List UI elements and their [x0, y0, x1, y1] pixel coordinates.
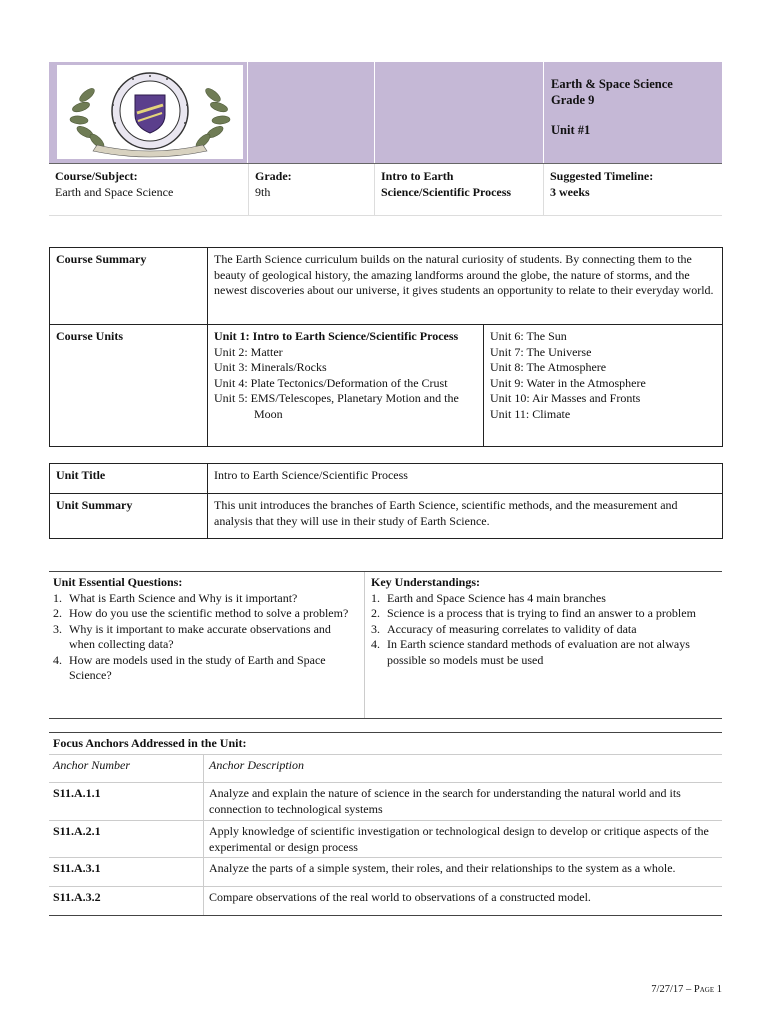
table-row [49, 858, 722, 887]
unit-list-item: Unit 10: Air Masses and Fronts [490, 391, 641, 405]
essential-questions [53, 575, 359, 684]
unit-name: Intro to Earth Science/Scientific Process [381, 169, 512, 199]
list-item: 1. Earth and Space Science has 4 main branches [371, 590, 606, 605]
course-summary-text: The Earth Science curriculum builds on the natural curiosity of students. By connecting them to the beauty of geological history, the amazing landforms around the globe, the nature of storms, and the newest discoveries about our universe, it gives students an opportunity to relate to their everyday world. [208, 248, 723, 325]
anchor-description: Compare observations of the real world to observations of a constructed model. [209, 890, 591, 904]
anchor-number: S11.A.1.1 [53, 786, 101, 800]
grade-title: Grade 9 [551, 93, 595, 107]
unit-list-item: Unit 11: Climate [490, 406, 571, 421]
anchor-description: Analyze the parts of a simple system, their roles, and their relationships to the system as a whole. [209, 861, 676, 875]
key-understandings [371, 575, 721, 668]
list-item: 2. How do you use the scientific method to solve a problem? [53, 606, 349, 620]
course-summary-label: Course Summary [50, 248, 208, 325]
table-row [49, 887, 722, 915]
unit-name-cell [375, 164, 543, 215]
footer-page-number: 1 [716, 984, 722, 995]
anchor-description: Apply knowledge of scientific investigation or technological design to develop or critique aspects of the experimental or design process [209, 824, 709, 854]
unit-heading [551, 76, 673, 138]
key-understandings-label: Key Understandings: [371, 575, 481, 589]
key-understandings-list [371, 591, 721, 669]
course-units-right [484, 325, 723, 447]
document-header [49, 62, 722, 215]
timeline-value: 3 weeks [550, 185, 590, 199]
unit-table [49, 463, 723, 539]
table-row [49, 783, 722, 821]
essential-questions-list [53, 591, 359, 684]
list-item: 4. In Earth science standard methods of evaluation are not always possible so models must be used [371, 637, 690, 667]
footer-page-word: Page [693, 984, 715, 995]
unit-summary-value: This unit introduces the branches of Earth Science, scientific methods, and the measurement and analysis that they will use in their study of Earth Science. [208, 494, 723, 539]
unit-number: Unit #1 [551, 123, 591, 137]
unit-list-item: Unit 7: The Universe [490, 344, 592, 359]
grade-label: Grade: [255, 169, 292, 183]
unit-list-item: Unit 1: Intro to Earth Science/Scientific Process [214, 329, 459, 343]
unit-list-item: Unit 9: Water in the Atmosphere [490, 375, 646, 390]
focus-anchors-section [49, 732, 722, 916]
anchor-number: S11.A.3.2 [53, 890, 101, 904]
footer-dash: – [686, 984, 692, 995]
focus-anchors-heading-row [49, 733, 722, 755]
unit-list-item: Unit 5: EMS/Telescopes, Planetary Motion and the Moon [214, 391, 459, 421]
course-units-label: Course Units [50, 325, 208, 447]
list-item: 2. Science is a process that is trying to find an answer to a problem [371, 606, 696, 620]
timeline-label: Suggested Timeline: [550, 169, 654, 183]
unit-list-item: Unit 6: The Sun [490, 329, 567, 343]
footer-date: 7/27/17 [651, 984, 684, 995]
grade-cell [249, 164, 374, 215]
page-footer [651, 984, 722, 995]
unit-title-label: Unit Title [50, 464, 208, 494]
course-subject-value: Earth and Space Science [55, 185, 174, 199]
essential-questions-label: Unit Essential Questions: [53, 575, 183, 589]
course-table [49, 247, 723, 447]
header-band [49, 62, 722, 163]
district-seal-logo [57, 65, 243, 159]
timeline-cell [544, 164, 722, 215]
unit-list-item: Unit 8: The Atmosphere [490, 360, 607, 374]
grade-value: 9th [255, 185, 271, 199]
course-info-row [49, 164, 722, 215]
anchor-description-header: Anchor Description [209, 758, 304, 772]
anchor-number-header: Anchor Number [53, 758, 130, 772]
course-subject-label: Course/Subject: [55, 169, 138, 183]
course-title: Earth & Space Science [551, 77, 673, 91]
anchor-description: Analyze and explain the nature of science in the search for understanding the natural world and its connection to technological systems [209, 786, 681, 816]
unit-summary-label: Unit Summary [50, 494, 208, 539]
list-item: 3. Why is it important to make accurate observations and when collecting data? [53, 621, 331, 651]
unit-list-item: Unit 4: Plate Tectonics/Deformation of the Crust [214, 375, 448, 390]
list-item: 4. How are models used in the study of Earth and Space Science? [53, 652, 326, 682]
anchor-number: S11.A.3.1 [53, 861, 101, 875]
course-units-left [208, 325, 484, 447]
questions-understandings-section [49, 571, 722, 719]
focus-anchors-header-row [49, 755, 722, 783]
focus-anchors-label: Focus Anchors Addressed in the Unit: [53, 736, 247, 750]
table-row [49, 821, 722, 858]
list-item: 1. What is Earth Science and Why is it important? [53, 590, 298, 605]
course-subject-cell [49, 164, 248, 215]
unit-title-value: Intro to Earth Science/Scientific Process [208, 464, 723, 494]
anchor-number: S11.A.2.1 [53, 824, 101, 838]
list-item: 3. Accuracy of measuring correlates to validity of data [371, 621, 637, 636]
unit-list-item: Unit 3: Minerals/Rocks [214, 360, 327, 374]
unit-list-item: Unit 2: Matter [214, 344, 283, 359]
